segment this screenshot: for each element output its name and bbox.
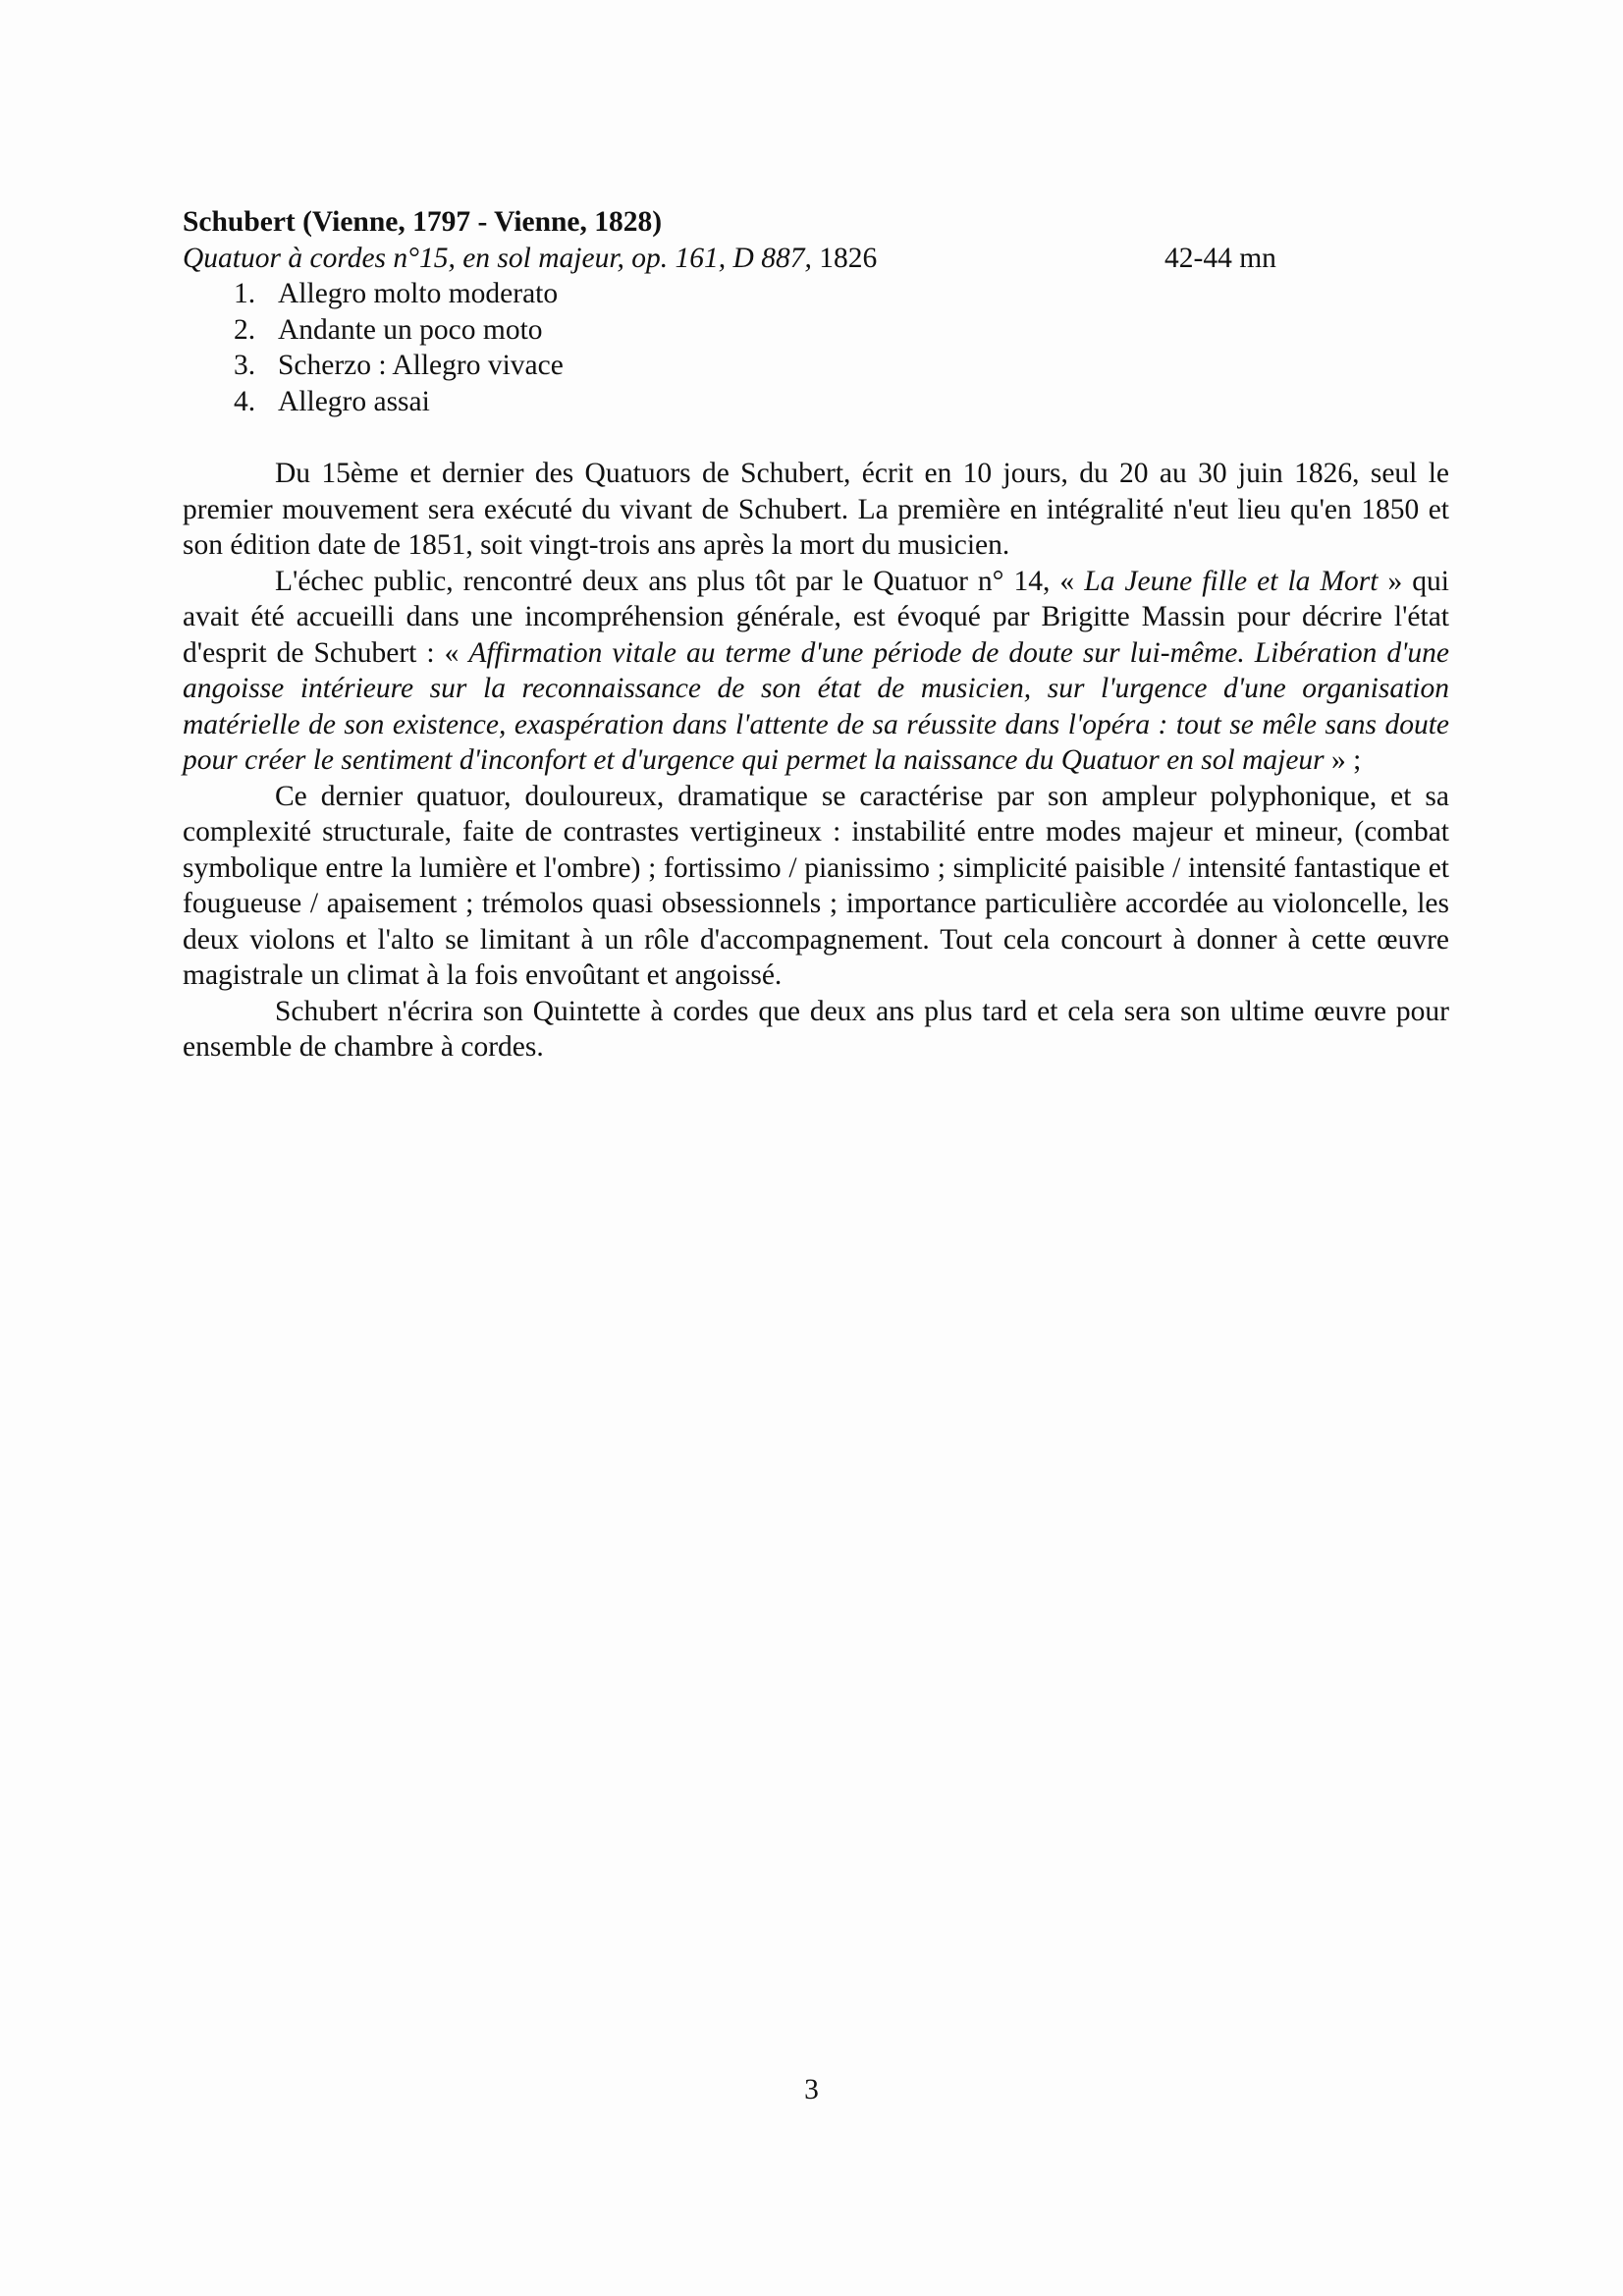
movement-number: 3. bbox=[234, 350, 256, 381]
essay-text: » ; bbox=[1324, 744, 1362, 776]
work-year: 1826 bbox=[811, 242, 878, 274]
quartet-title-quote: La Jeune fille et la Mort bbox=[1084, 565, 1379, 597]
work-line bbox=[183, 241, 1449, 277]
essay-paragraph-4: Schubert n'écrira son Quintette à cordes que deux ans plus tard et cela sera son ultime œuvre pour ensemble de chambre à cordes. bbox=[183, 995, 1449, 1063]
essay-paragraph-3: Ce dernier quatuor, douloureux, dramatique se caractérise par son ampleur polyphonique, et sa complexité structurale, faite de contrastes vertigineux : instabilité entre modes majeur et mineur, (combat symbolique entre la lumière et l'ombre) ; fortissimo / pianissimo ; simplicité paisible / intensité fantastique et fougueuse / apaisement ; trémolos quasi obsessionnels ; importance particulière accordée au violoncelle, les deux violons et l'alto se limitant à un rôle d'accompagnement. Tout cela concourt à donner à cette œuvre magistrale un climat à la fois envoûtant et angoissé. bbox=[183, 780, 1449, 991]
list-item bbox=[183, 312, 1449, 349]
page-number: 3 bbox=[804, 2074, 819, 2105]
page-content bbox=[183, 204, 1449, 1066]
movement-number: 2. bbox=[234, 313, 256, 346]
movement-title: Scherzo : Allegro vivace bbox=[278, 350, 564, 381]
work-duration: 42-44 mn bbox=[1164, 242, 1276, 274]
essay-text: » qui avait été accueilli dans une incompréhension générale, est évoqué par Brigitte Massin pour décrire l'état d'esprit de Schubert : « bbox=[183, 565, 1449, 669]
essay-paragraph-2 bbox=[183, 564, 1449, 779]
essay-paragraph-1: Du 15ème et dernier des Quatuors de Schubert, écrit en 10 jours, du 20 au 30 juin 1826, seul le premier mouvement sera exécuté du vivant de Schubert. La première en intégralité n'eut lieu qu'en 1850 et son édition date de 1851, soit vingt-trois ans après la mort du musicien. bbox=[183, 458, 1449, 561]
list-item bbox=[183, 276, 1449, 312]
movements-list bbox=[183, 276, 1449, 419]
work-title: Quatuor à cordes n°15, en sol majeur, op. 161, D 887, bbox=[183, 242, 812, 274]
massin-quotation: Affirmation vitale au terme d'une période de doute sur lui-même. Libération d'une angoisse intérieure sur la reconnaissance de son état de musicien, sur l'urgence d'une organisation matérielle de son existence, exaspération dans l'attente de sa réussite dans l'opéra : tout se mêle sans doute pour créer le sentiment d'inconfort et d'urgence qui permet la naissance du Quatuor en sol majeur bbox=[183, 636, 1449, 776]
essay-text: L'échec public, rencontré deux ans plus tôt par le Quatuor n° 14, « bbox=[275, 565, 1085, 597]
movement-title: Allegro assai bbox=[278, 385, 430, 417]
movement-number: 4. bbox=[234, 385, 256, 417]
list-item bbox=[183, 384, 1449, 420]
composer-heading: Schubert (Vienne, 1797 - Vienne, 1828) bbox=[183, 206, 663, 238]
movement-title: Allegro molto moderato bbox=[278, 278, 559, 309]
movement-title: Andante un poco moto bbox=[278, 313, 543, 346]
list-item bbox=[183, 348, 1449, 384]
essay-body bbox=[183, 456, 1449, 1066]
movement-number: 1. bbox=[234, 278, 256, 309]
